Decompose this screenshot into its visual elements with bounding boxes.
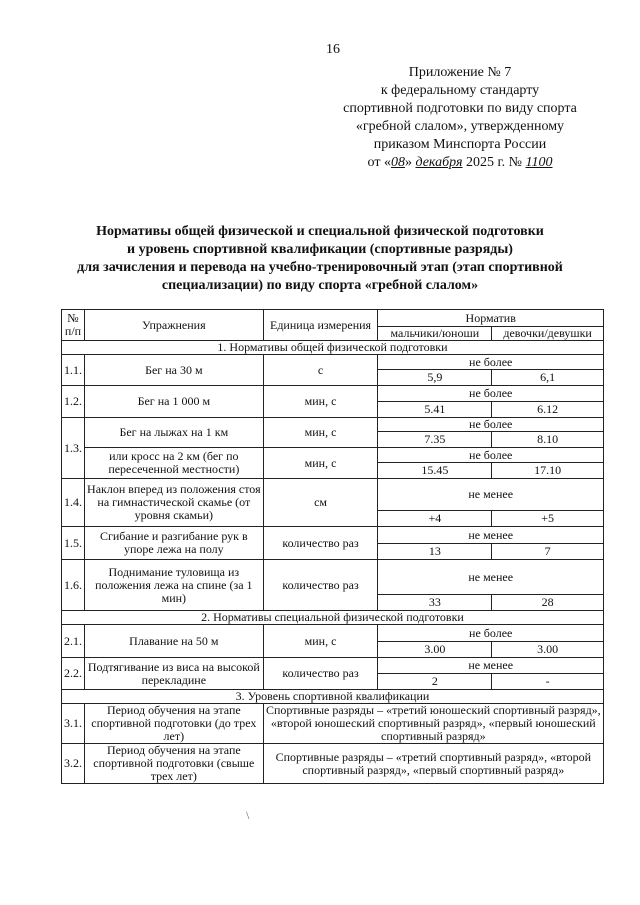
row-number: 3.2. [62,744,85,784]
table-row [62,479,604,511]
boys-value: 15.45 [378,463,492,479]
exercise-name: Сгибание и разгибание рук в упоре лежа на полу [85,527,264,560]
table-row [62,418,604,432]
girls-value: 8.10 [492,432,604,448]
title-line: и уровень спортивной квалификации (спортивные разряды) [127,242,513,257]
unit: мин, с [263,625,378,658]
exercise-name: Плавание на 50 м [85,625,264,658]
date-prefix: от « [367,155,391,170]
title-line: специализации) по виду спорта «гребной слалом» [161,278,479,293]
norm-condition: не менее [378,527,604,544]
header-num: № п/п [62,310,85,341]
appendix-line: приказом Минспорта России [373,137,547,152]
exercise-name: Бег на 1 000 м [85,386,264,418]
section-heading: 1. Нормативы общей физической подготовки [62,341,604,355]
title-line: Нормативы общей физической и специальной физической подготовки [96,224,544,239]
norm-condition: не более [378,418,604,432]
girls-value: 6.12 [492,402,604,418]
handwritten-number: 1100 [525,155,553,170]
handwritten-month: декабря [415,155,463,170]
section-row [62,690,604,704]
row-number: 1.4. [62,479,85,527]
table-row [62,704,604,744]
exercise-name: Бег на 30 м [85,355,264,386]
girls-value: 6,1 [492,370,604,386]
girls-value: 7 [492,544,604,560]
norm-condition: не более [378,625,604,642]
table-row [62,527,604,544]
boys-value: 13 [378,544,492,560]
unit: мин, с [263,418,378,448]
boys-value: 5.41 [378,402,492,418]
header-unit: Единица измерения [263,310,378,341]
unit: количество раз [263,658,378,690]
table-row [62,355,604,370]
row-number: 1.6. [62,560,85,611]
unit: количество раз [263,560,378,611]
girls-value: - [492,674,604,690]
appendix-header [300,64,620,172]
table-row [62,625,604,642]
qualification-text: Спортивные разряды – «третий юношеский спортивный разряд», «второй юношеский спортивный разряд», «первый юношеский спортивный разряд» [263,704,603,744]
norm-condition: не более [378,355,604,370]
row-number: 2.2. [62,658,85,690]
row-number: 1.5. [62,527,85,560]
boys-value: 2 [378,674,492,690]
boys-value: 7.35 [378,432,492,448]
row-number: 2.1. [62,625,85,658]
boys-value: 5,9 [378,370,492,386]
girls-value: +5 [492,511,604,527]
document-title [40,223,600,295]
boys-value: 33 [378,595,492,611]
header-girls: девочки/девушки [492,327,604,341]
exercise-name: Период обучения на этапе спортивной подготовки (до трех лет) [85,704,264,744]
norm-condition: не более [378,448,604,463]
exercise-name: Бег на лыжах на 1 км [85,418,264,448]
boys-value: 3.00 [378,642,492,658]
norm-condition: не менее [378,479,604,511]
unit: см [263,479,378,527]
title-line: для зачисления и перевода на учебно-тренировочный этап (этап спортивной [77,260,563,275]
row-number: 1.1. [62,355,85,386]
norm-condition: не более [378,386,604,402]
exercise-name: Период обучения на этапе спортивной подготовки (свыше трех лет) [85,744,264,784]
appendix-line: спортивной подготовки по виду спорта [343,101,577,116]
table-row [62,448,604,463]
exercise-name: Наклон вперед из положения стоя на гимнастической скамье (от уровня скамьи) [85,479,264,527]
row-number: 1.3. [62,418,85,479]
appendix-date-line [300,154,620,172]
date-suffix: » [404,155,412,170]
header-boys: мальчики/юноши [378,327,492,341]
section-row [62,611,604,625]
girls-value: 3.00 [492,642,604,658]
year-text: 2025 г. № [465,155,523,170]
norm-condition: не менее [378,560,604,595]
unit: с [263,355,378,386]
section-heading: 3. Уровень спортивной квалификации [62,690,604,704]
unit: количество раз [263,527,378,560]
table-row [62,658,604,674]
unit: мин, с [263,386,378,418]
header-norm: Норматив [378,310,604,327]
row-number: 3.1. [62,704,85,744]
handwritten-day: 08 [390,155,405,170]
table-row [62,560,604,595]
exercise-name: Поднимание туловища из положения лежа на спине (за 1 мин) [85,560,264,611]
row-number: 1.2. [62,386,85,418]
table-row [62,744,604,784]
page-number: 16 [326,42,340,57]
boys-value: +4 [378,511,492,527]
table-row [62,386,604,402]
scan-mark: \ [246,808,250,822]
appendix-line: «гребной слалом», утвержденному [355,119,565,134]
norm-condition: не менее [378,658,604,674]
exercise-name: или кросс на 2 км (бег по пересеченной местности) [85,448,264,479]
girls-value: 28 [492,595,604,611]
appendix-line: к федеральному стандарту [380,83,540,98]
header-exercise: Упражнения [85,310,264,341]
unit: мин, с [263,448,378,479]
section-heading: 2. Нормативы специальной физической подготовки [62,611,604,625]
norms-table [61,309,604,784]
girls-value: 17.10 [492,463,604,479]
appendix-line: Приложение № 7 [408,65,512,80]
qualification-text: Спортивные разряды – «третий спортивный разряд», «второй спортивный разряд», «первый спортивный разряд» [263,744,603,784]
exercise-name: Подтягивание из виса на высокой перекладине [85,658,264,690]
